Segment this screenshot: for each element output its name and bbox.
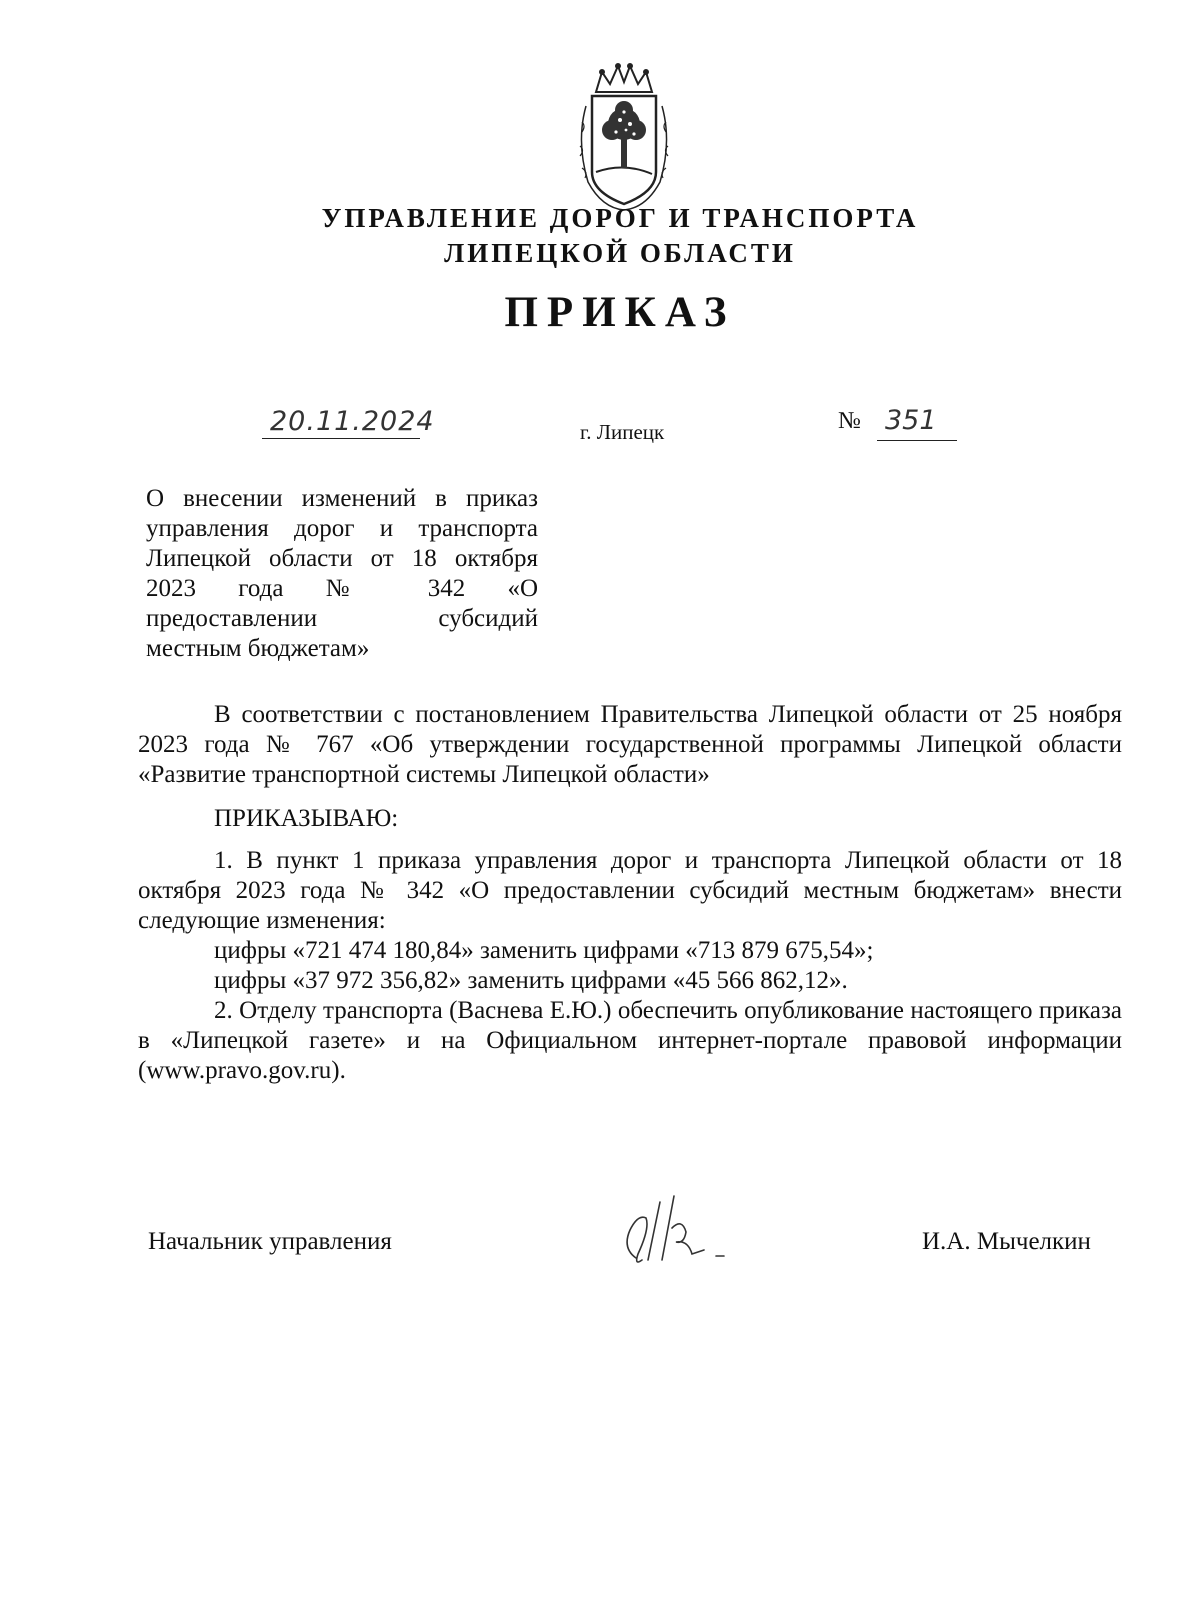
- subject-line: управления дорог и транспорта: [146, 515, 538, 542]
- organization-name-line2: ЛИПЕЦКОЙ ОБЛАСТИ: [444, 238, 796, 268]
- document-city: г. Липецк: [580, 420, 665, 444]
- document-body: [138, 700, 1122, 1086]
- subject-line: 2023 года № 342 «О: [146, 575, 538, 602]
- signatory-name: И.А. Мычелкин: [922, 1228, 1091, 1255]
- document-date: 20.11.2024: [270, 406, 435, 437]
- subject-line: Липецкой области от 18 октября: [146, 545, 538, 572]
- number-underline: [877, 440, 957, 441]
- order-word: ПРИКАЗЫВАЮ:: [214, 805, 399, 832]
- number-sign: №: [838, 408, 861, 434]
- preamble-paragraph: В соответствии с постановлением Правительства Липецкой области от 25 ноября 2023 года № 767 «Об утверждении государственной программы Липецкой области «Развитие транспортной системы Липецкой области»: [138, 701, 1122, 788]
- order-item-2: 2. Отделу транспорта (Васнева Е.Ю.) обеспечить опубликование настоящего приказа в «Липецкой газете» и на Официальном интернет-портале правовой информации (www.pravo.gov.ru).: [138, 997, 1122, 1084]
- document-subject: [146, 484, 538, 664]
- order-item-1: 1. В пункт 1 приказа управления дорог и транспорта Липецкой области от 18 октября 2023 года № 342 «О предоставлении субсидий местным бюджетам» внести следующие изменения:: [138, 847, 1122, 934]
- signatory-title: Начальник управления: [148, 1228, 392, 1255]
- subject-line: предоставлении субсидий: [146, 605, 538, 632]
- change-line-2: цифры «37 972 356,82» заменить цифрами «45 566 862,12».: [214, 967, 848, 994]
- document-type-title: ПРИКАЗ: [504, 289, 736, 336]
- handwritten-signature: [616, 1188, 756, 1278]
- organization-name-line1: УПРАВЛЕНИЕ ДОРОГ И ТРАНСПОРТА: [321, 203, 919, 233]
- document-number: 351: [885, 405, 937, 436]
- subject-line: О внесении изменений в приказ: [146, 485, 538, 512]
- subject-line: местным бюджетам»: [146, 635, 370, 662]
- change-line-1: цифры «721 474 180,84» заменить цифрами «713 879 675,54»;: [214, 937, 874, 964]
- date-underline: [262, 438, 420, 439]
- coat-of-arms-emblem: [558, 62, 690, 212]
